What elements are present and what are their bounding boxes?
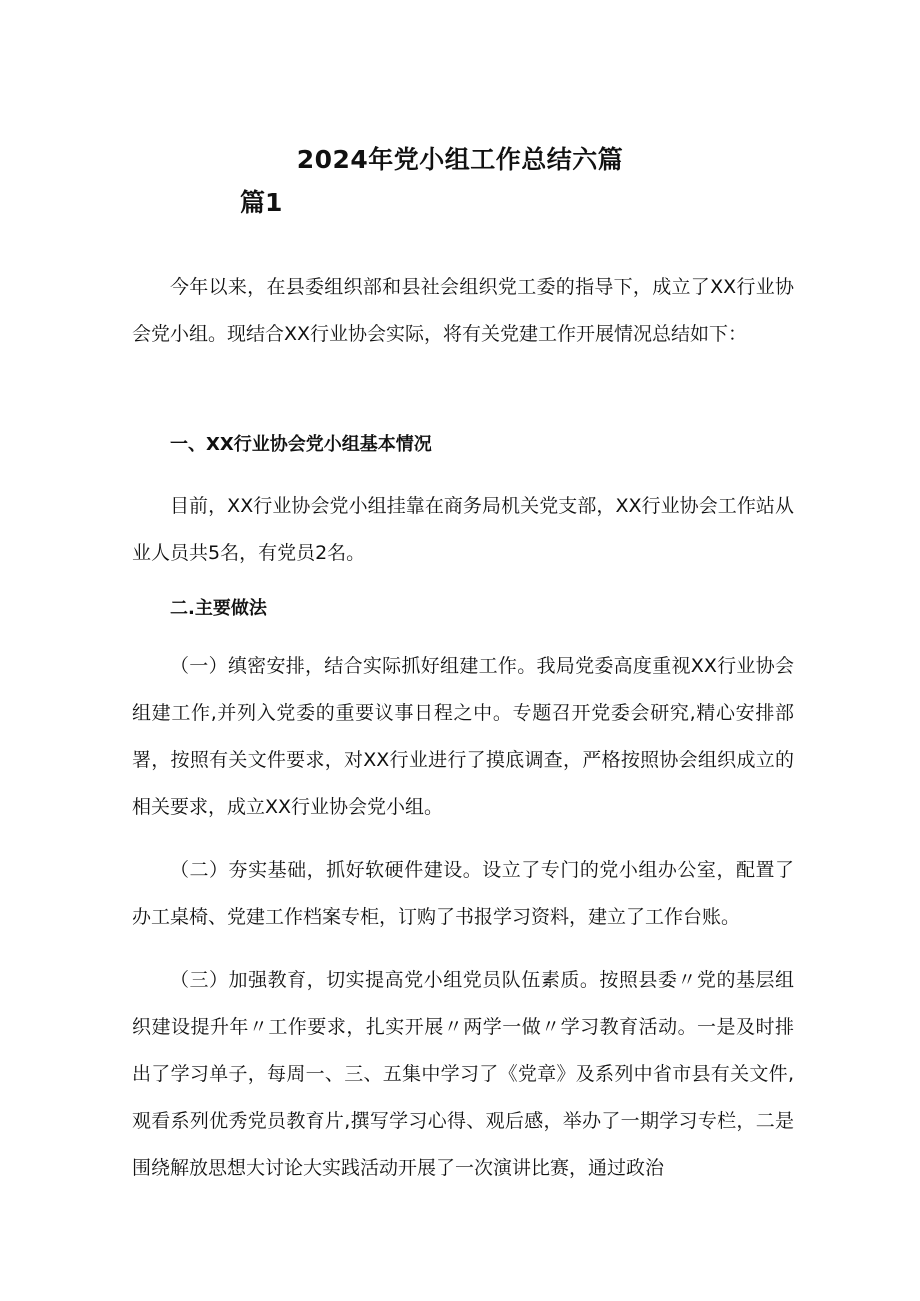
paragraph-practice-2: （二）夯实基础，抓好软硬件建设。设立了专门的党小组办公室，配置了办工桌椅、党建工作档案专柜，订购了书报学习资料，建立了工作台账。 — [132, 859, 794, 928]
paragraph-basic-info: 目前，XX行业协会党小组挂靠在商务局机关党支部，XX行业协会工作站从业人员共5名，有党员2名。 — [132, 495, 794, 564]
paragraph-practice-3: （三）加强教育，切实提高党小组党员队伍素质。按照县委〃党的基层组织建设提升年〃工作要求，扎实开展〃两学一做〃学习教育活动。一是及时排出了学习单子，每周一、三、五集中学习了《党章》及系列中省市县有关文件,观看系列优秀党员教育片,撰写学习心得、观后感，举办了一期学习专栏，二是围绕解放思想大讨论大实践活动开展了一次演讲比赛，通过政治 — [132, 969, 794, 1179]
paragraph-intro: 今年以来，在县委组织部和县社会组织党工委的指导下，成立了XX行业协会党小组。现结合XX行业协会实际，将有关党建工作开展情况总结如下： — [132, 276, 794, 345]
paragraph-practice-1: （一）缜密安排，结合实际抓好组建工作。我局党委高度重视XX行业协会组建工作,并列入党委的重要议事日程之中。专题召开党委会研究,精心安排部署，按照有关文件要求，对XX行业进行了摸底调查，严格按照协会组织成立的相关要求，成立XX行业协会党小组。 — [132, 655, 794, 818]
chapter-heading: 篇1 — [240, 188, 283, 217]
section-heading-basic-info: 一、XX行业协会党小组基本情况 — [170, 434, 432, 455]
section-heading-main-practices: 二.主要做法 — [170, 598, 267, 619]
document-title: 2024年党小组工作总结六篇 — [296, 145, 624, 174]
